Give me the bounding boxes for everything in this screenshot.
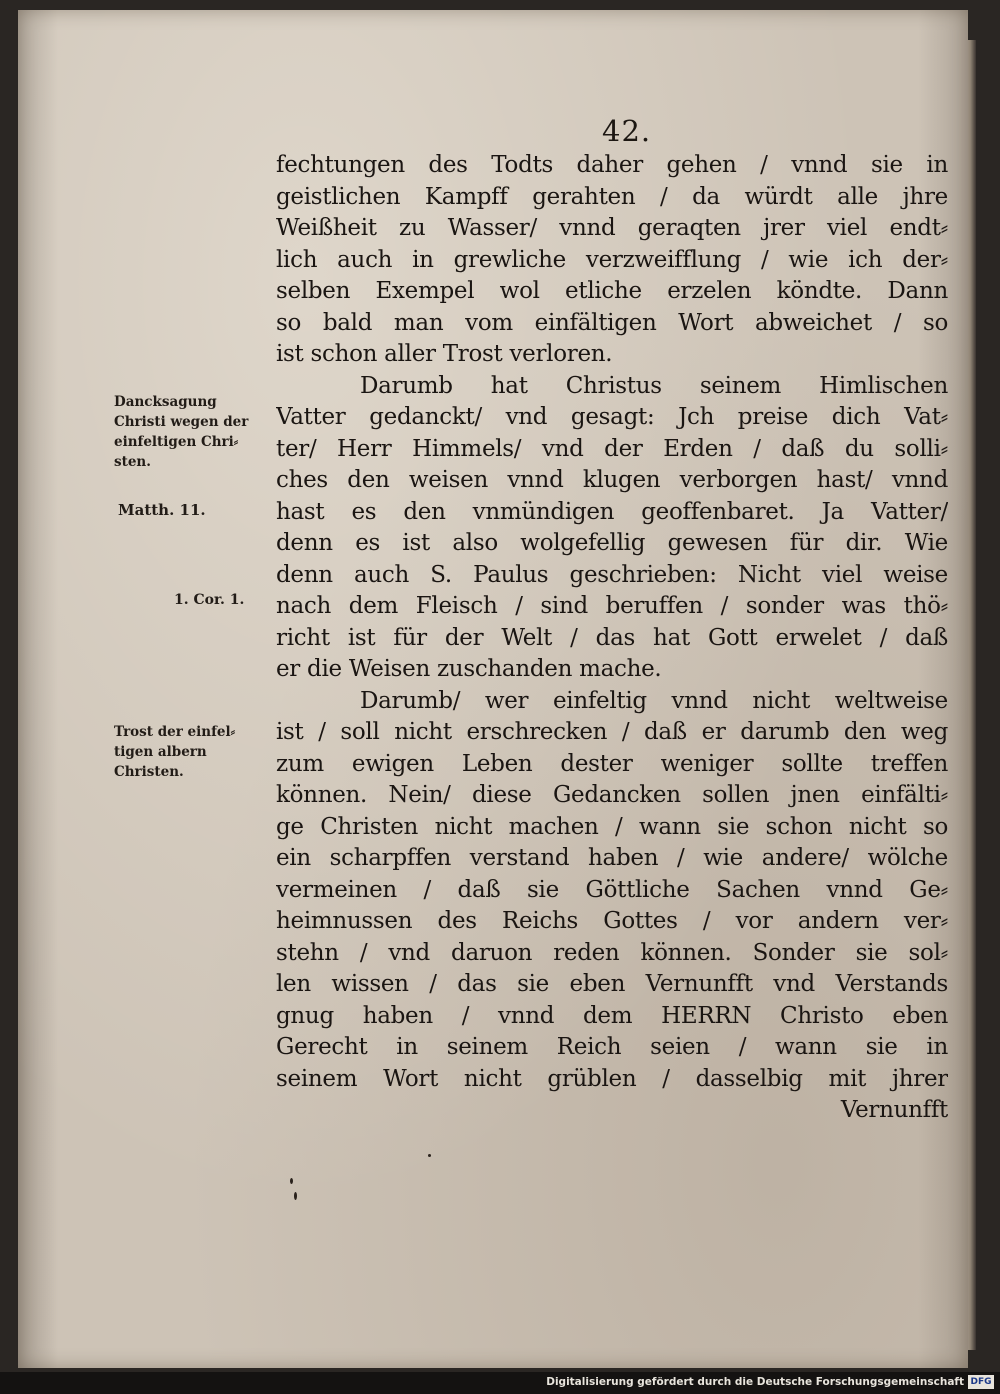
text-line: Weißheit zu Wasser/ vnnd geraqten jrer viel endt⸗ bbox=[276, 215, 948, 241]
dfg-logo: DFG bbox=[968, 1375, 994, 1389]
margin-note-line: Christi wegen der bbox=[114, 414, 249, 430]
margin-note-cor bbox=[174, 590, 244, 610]
margin-note-line: Dancksagung bbox=[114, 394, 217, 410]
text-line: so bald man vom einfältigen Wort abweichet / so bbox=[276, 309, 948, 336]
margin-note-line: einfeltigen Chri⸗ bbox=[114, 434, 239, 450]
ink-speck bbox=[428, 1154, 431, 1157]
text-line: können. Nein/ diese Gedancken sollen jnen einfälti⸗ bbox=[276, 782, 948, 808]
footer-bar bbox=[0, 1372, 1000, 1394]
page-number: 42. bbox=[602, 114, 652, 148]
text-line: er die Weisen zuschanden mache. bbox=[276, 656, 662, 682]
margin-note-line: Christen. bbox=[114, 764, 184, 780]
margin-note-line: Trost der einfel⸗ bbox=[114, 724, 236, 740]
text-line: ge Christen nicht machen / wann sie schon nicht so bbox=[276, 813, 948, 840]
text-line: ches den weisen vnnd klugen verborgen hast/ vnnd bbox=[276, 467, 948, 493]
text-line: Vernunfft bbox=[840, 1097, 948, 1123]
text-line: fechtungen des Todts daher gehen / vnnd sie in bbox=[276, 152, 948, 178]
text-line: lich auch in grewliche verzweifflung / wie ich der⸗ bbox=[276, 246, 948, 273]
text-line: Darumb/ wer einfeltig vnnd nicht weltweise bbox=[360, 687, 948, 714]
text-line: heimnussen des Reichs Gottes / vor andern ver⸗ bbox=[276, 908, 948, 934]
text-line: denn es ist also wolgefellig gewesen für dir. Wie bbox=[276, 530, 948, 556]
margin-note-line: Matth. 11. bbox=[118, 501, 206, 519]
text-line: richt ist für der Welt / das hat Gott erwelet / daß bbox=[276, 624, 948, 651]
text-line: Vatter gedanckt/ vnd gesagt: Jch preise dich Vat⸗ bbox=[276, 404, 948, 430]
text-line: seinem Wort nicht grüblen / dasselbig mit jhrer bbox=[276, 1065, 948, 1092]
text-line: Gerecht in seinem Reich seien / wann sie in bbox=[276, 1034, 948, 1060]
text-line: ist schon aller Trost verloren. bbox=[276, 341, 613, 367]
text-line: vermeinen / daß sie Göttliche Sachen vnnd Ge⸗ bbox=[276, 876, 948, 903]
margin-note-line: 1. Cor. 1. bbox=[174, 592, 245, 608]
text-line: Darumb hat Christus seinem Himlischen bbox=[360, 372, 948, 399]
text-line: ein scharpffen verstand haben / wie andere/ wölche bbox=[276, 845, 948, 871]
margin-note-matth bbox=[118, 500, 206, 520]
text-line: stehn / vnd daruon reden können. Sonder sie sol⸗ bbox=[276, 939, 948, 966]
margin-note-dancksagung bbox=[114, 392, 248, 472]
text-line: hast es den vnmündigen geoffenbaret. Ja Vatter/ bbox=[276, 498, 948, 525]
text-line: zum ewigen Leben dester weniger sollte treffen bbox=[276, 750, 948, 777]
text-line: nach dem Fleisch / sind beruffen / sonder was thö⸗ bbox=[276, 593, 948, 619]
book-page bbox=[18, 10, 968, 1368]
text-line: ist / soll nicht erschrecken / daß er darumb den weg bbox=[276, 719, 948, 745]
footer-credit: Digitalisierung gefördert durch die Deutsche Forschungsgemeinschaft bbox=[546, 1376, 964, 1388]
margin-note-trost bbox=[114, 722, 235, 782]
margin-note-line: tigen albern bbox=[114, 744, 207, 760]
margin-note-line: sten. bbox=[114, 454, 151, 470]
text-line: selben Exempel wol etliche erzelen köndte. Dann bbox=[276, 278, 948, 304]
text-line: len wissen / das sie eben Vernunfft vnd Verstands bbox=[276, 971, 948, 997]
body-text bbox=[276, 150, 948, 1127]
text-line: gnug haben / vnnd dem HERRN Christo eben bbox=[276, 1002, 948, 1029]
text-line: geistlichen Kampff gerahten / da würdt alle jhre bbox=[276, 183, 948, 210]
ink-speck bbox=[294, 1192, 297, 1200]
text-line: denn auch S. Paulus geschrieben: Nicht viel weise bbox=[276, 561, 948, 588]
text-line: ter/ Herr Himmels/ vnd der Erden / daß du solli⸗ bbox=[276, 435, 948, 462]
ink-speck bbox=[290, 1178, 293, 1184]
